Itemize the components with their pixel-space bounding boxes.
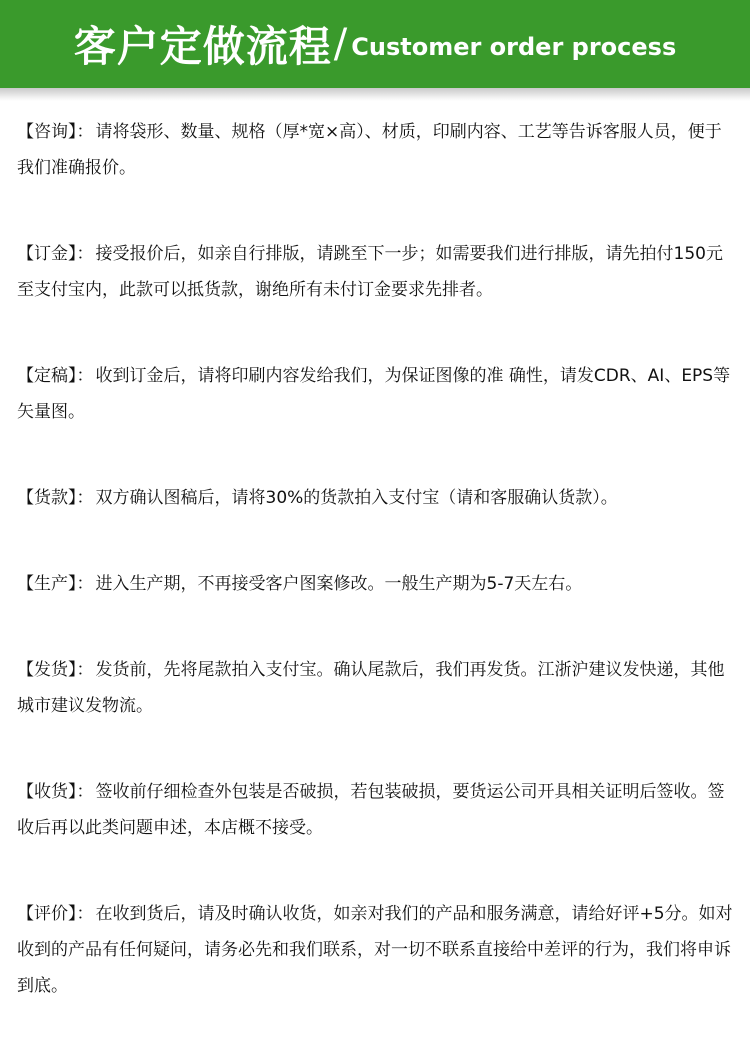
step-text: 收到订金后，请将印刷内容发给我们，为保证图像的准 确性，请发CDR、AI、EPS等矢量图。 [17, 366, 731, 422]
process-steps [17, 114, 733, 1054]
page-title [0, 0, 750, 88]
step-text: 在收到货后，请及时确认收货，如亲对我们的产品和服务满意，请给好评+5分。如对收到的产品有任何疑问，请务必先和我们联系，对一切不联系直接给中差评的行为，我们将申诉到底。 [17, 904, 733, 996]
step-consult [17, 114, 733, 186]
step-label: 【货款】： [17, 488, 94, 508]
step-label: 【评价】： [17, 904, 94, 924]
step-label: 【生产】： [17, 574, 94, 594]
banner-shadow-divider [0, 88, 750, 101]
step-label: 【订金】： [17, 244, 94, 264]
step-production [17, 566, 733, 602]
step-finalize [17, 358, 733, 430]
step-text: 签收前仔细检查外包装是否破损，若包装破损，要货运公司开具相关证明后签收。签收后再以此类问题申述，本店概不接受。 [17, 782, 725, 838]
step-label: 【发货】： [17, 660, 94, 680]
title-chinese: 客户定做流程 [73, 22, 332, 71]
step-text: 进入生产期，不再接受客户图案修改。一般生产期为5-7天左右。 [95, 574, 583, 594]
step-text: 接受报价后，如亲自行排版，请跳至下一步；如需要我们进行排版，请先拍付150元至支付宝内，此款可以抵货款，谢绝所有未付订金要求先排者。 [17, 244, 723, 300]
step-label: 【咨询】： [17, 122, 94, 142]
step-deposit [17, 236, 733, 308]
step-text: 发货前，先将尾款拍入支付宝。确认尾款后，我们再发货。江浙沪建议发快递，其他城市建议发物流。 [17, 660, 725, 716]
title-english: Customer order process [351, 33, 677, 61]
step-label: 【收货】： [17, 782, 94, 802]
step-payment [17, 480, 733, 516]
step-text: 请将袋形、数量、规格（厚*宽×高）、材质，印刷内容、工艺等告诉客服人员，便于我们准确报价。 [17, 122, 722, 178]
title-separator: / [333, 21, 348, 67]
step-shipping [17, 652, 733, 724]
step-text: 双方确认图稿后，请将30%的货款拍入支付宝（请和客服确认货款）。 [95, 488, 618, 508]
step-review [17, 896, 733, 1004]
step-label: 【定稿】： [17, 366, 94, 386]
step-receiving [17, 774, 733, 846]
